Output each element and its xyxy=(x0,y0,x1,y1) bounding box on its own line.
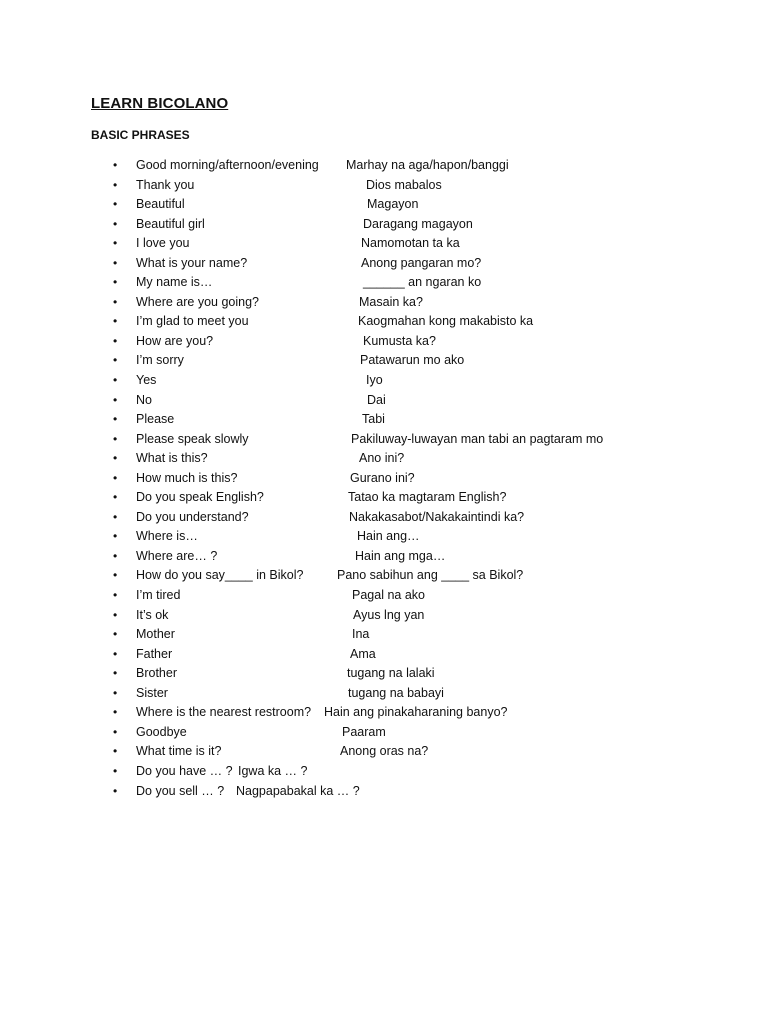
phrase-row xyxy=(0,351,768,371)
english-phrase: How much is this? xyxy=(136,470,238,485)
english-phrase: Where are… ? xyxy=(136,548,218,563)
phrase-row xyxy=(0,430,768,450)
bicolano-translation: Masain ka? xyxy=(359,294,423,309)
bullet-icon: • xyxy=(113,548,118,563)
english-phrase: My name is… xyxy=(136,275,213,290)
phrase-row xyxy=(0,508,768,528)
bicolano-translation: Paaram xyxy=(342,724,386,739)
english-phrase: Please xyxy=(136,412,175,427)
english-phrase: What time is it? xyxy=(136,744,222,759)
phrase-row xyxy=(0,782,768,802)
phrase-row xyxy=(0,684,768,704)
phrase-row xyxy=(0,703,768,723)
english-phrase: How are you? xyxy=(136,333,214,348)
english-phrase: Thank you xyxy=(136,177,195,192)
bullet-icon: • xyxy=(113,588,118,603)
phrase-row xyxy=(0,645,768,665)
phrase-row xyxy=(0,762,768,782)
phrase-row xyxy=(0,410,768,430)
phrase-row xyxy=(0,742,768,762)
english-phrase: Do you sell … ? xyxy=(136,783,225,798)
bicolano-translation: Patawarun mo ako xyxy=(360,353,465,368)
bicolano-translation: Anong oras na? xyxy=(340,744,429,759)
english-phrase: Do you have … ? xyxy=(136,763,233,778)
bullet-icon: • xyxy=(113,333,118,348)
phrase-row xyxy=(0,195,768,215)
english-phrase: I’m tired xyxy=(136,588,181,603)
bicolano-translation: tugang na babayi xyxy=(348,685,444,700)
bicolano-translation: Ama xyxy=(350,646,376,661)
phrase-row xyxy=(0,527,768,547)
bicolano-translation: Ina xyxy=(352,627,370,642)
bicolano-translation: Daragang magayon xyxy=(363,216,473,231)
english-phrase: No xyxy=(136,392,152,407)
bicolano-translation: Hain ang mga… xyxy=(355,548,446,563)
bicolano-translation: Tabi xyxy=(362,412,385,427)
english-phrase: How do you say____ in Bikol? xyxy=(136,568,304,583)
english-phrase: Do you speak English? xyxy=(136,490,264,505)
phrase-row xyxy=(0,488,768,508)
bullet-icon: • xyxy=(113,685,118,700)
phrase-row xyxy=(0,156,768,176)
bicolano-translation: Hain ang pinakaharaning banyo? xyxy=(324,705,508,720)
phrase-row xyxy=(0,547,768,567)
bicolano-translation: Marhay na aga/hapon/banggi xyxy=(346,158,509,172)
english-phrase: I’m glad to meet you xyxy=(136,314,249,329)
phrase-row xyxy=(0,293,768,313)
english-phrase: Sister xyxy=(136,685,168,700)
bicolano-translation: Nagpapabakal ka … ? xyxy=(236,783,360,798)
phrase-row xyxy=(0,332,768,352)
bicolano-translation: Nakakasabot/Nakakaintindi ka? xyxy=(349,509,525,524)
bullet-icon: • xyxy=(113,509,118,524)
phrase-row xyxy=(0,312,768,332)
phrase-row xyxy=(0,664,768,684)
bullet-icon: • xyxy=(113,646,118,661)
phrase-row xyxy=(0,469,768,489)
phrase-row xyxy=(0,723,768,743)
bicolano-translation: Igwa ka … ? xyxy=(238,763,308,778)
phrase-row xyxy=(0,176,768,196)
bullet-icon: • xyxy=(113,568,118,583)
phrase-row xyxy=(0,586,768,606)
phrase-row xyxy=(0,391,768,411)
bullet-icon: • xyxy=(113,666,118,681)
bullet-icon: • xyxy=(113,783,118,798)
bullet-icon: • xyxy=(113,607,118,622)
bullet-icon: • xyxy=(113,392,118,407)
english-phrase: Where is the nearest restroom? xyxy=(136,705,312,720)
bullet-icon: • xyxy=(113,255,118,270)
bicolano-translation: Namomotan ta ka xyxy=(361,236,460,251)
phrase-row xyxy=(0,234,768,254)
bullet-icon: • xyxy=(113,724,118,739)
bullet-icon: • xyxy=(113,705,118,720)
bicolano-translation: Hain ang… xyxy=(357,529,420,544)
bullet-icon: • xyxy=(113,627,118,642)
bicolano-translation: Kaogmahan kong makabisto ka xyxy=(358,314,534,329)
bicolano-translation: tugang na lalaki xyxy=(347,666,435,681)
bicolano-translation: ______ an ngaran ko xyxy=(363,275,482,290)
bullet-icon: • xyxy=(113,275,118,290)
bicolano-translation: Dai xyxy=(367,392,386,407)
bicolano-translation: Iyo xyxy=(366,373,383,388)
english-phrase: I love you xyxy=(136,236,190,251)
phrase-row xyxy=(0,273,768,293)
english-phrase: I’m sorry xyxy=(136,353,184,368)
bullet-icon: • xyxy=(113,158,118,172)
bicolano-translation: Dios mabalos xyxy=(366,177,442,192)
english-phrase: Please speak slowly xyxy=(136,431,249,446)
english-phrase: Beautiful girl xyxy=(136,216,205,231)
english-phrase: Goodbye xyxy=(136,724,187,739)
bullet-icon: • xyxy=(113,763,118,778)
phrase-row xyxy=(0,215,768,235)
document-title: LEARN BICOLANO xyxy=(91,95,229,112)
bullet-icon: • xyxy=(113,216,118,231)
bullet-icon: • xyxy=(113,412,118,427)
english-phrase: Where are you going? xyxy=(136,294,259,309)
phrase-row xyxy=(0,449,768,469)
bullet-icon: • xyxy=(113,353,118,368)
bullet-icon: • xyxy=(113,294,118,309)
english-phrase: What is your name? xyxy=(136,255,248,270)
bicolano-translation: Pagal na ako xyxy=(352,588,425,603)
bullet-icon: • xyxy=(113,431,118,446)
phrase-row xyxy=(0,566,768,586)
english-phrase: Brother xyxy=(136,666,177,681)
bicolano-translation: Magayon xyxy=(367,197,419,212)
english-phrase: What is this? xyxy=(136,451,208,466)
bicolano-translation: Pano sabihun ang ____ sa Bikol? xyxy=(337,568,524,583)
english-phrase: Where is… xyxy=(136,529,198,544)
bullet-icon: • xyxy=(113,177,118,192)
bullet-icon: • xyxy=(113,470,118,485)
english-phrase: Yes xyxy=(136,373,157,388)
phrase-row xyxy=(0,371,768,391)
bullet-icon: • xyxy=(113,236,118,251)
bullet-icon: • xyxy=(113,451,118,466)
section-heading: BASIC PHRASES xyxy=(91,128,190,142)
bullet-icon: • xyxy=(113,197,118,212)
bullet-icon: • xyxy=(113,744,118,759)
english-phrase: Do you understand? xyxy=(136,509,249,524)
bicolano-translation: Ano ini? xyxy=(359,451,405,466)
bicolano-translation: Pakiluway-luwayan man tabi an pagtaram mo xyxy=(351,431,604,446)
english-phrase: Beautiful xyxy=(136,197,185,212)
phrase-row xyxy=(0,254,768,274)
phrase-row xyxy=(0,625,768,645)
bullet-icon: • xyxy=(113,314,118,329)
bicolano-translation: Anong pangaran mo? xyxy=(361,255,482,270)
english-phrase: Father xyxy=(136,646,173,661)
english-phrase: Good morning/afternoon/evening xyxy=(136,158,319,172)
english-phrase: It’s ok xyxy=(136,607,169,622)
bicolano-translation: Gurano ini? xyxy=(350,470,415,485)
phrase-row xyxy=(0,606,768,626)
phrase-list xyxy=(0,156,768,801)
bicolano-translation: Kumusta ka? xyxy=(363,333,436,348)
bullet-icon: • xyxy=(113,529,118,544)
bicolano-translation: Tatao ka magtaram English? xyxy=(348,490,507,505)
english-phrase: Mother xyxy=(136,627,175,642)
bullet-icon: • xyxy=(113,373,118,388)
bicolano-translation: Ayus lng yan xyxy=(353,607,425,622)
bullet-icon: • xyxy=(113,490,118,505)
